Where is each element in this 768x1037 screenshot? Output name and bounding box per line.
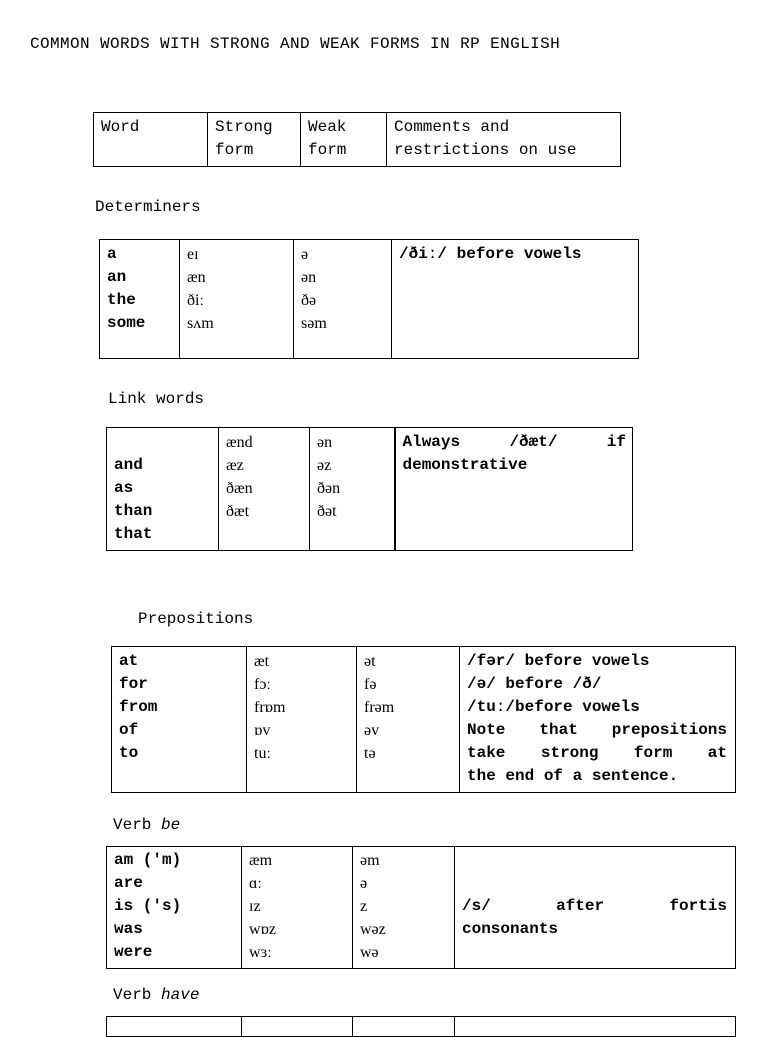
determiners-weak: ə ən ðə səm bbox=[294, 240, 392, 359]
determiners-words: a an the some bbox=[100, 240, 180, 359]
link-words-words: and as than that bbox=[107, 428, 219, 551]
link-words-comment: Always /ðæt/ if demonstrative bbox=[395, 428, 633, 551]
prepositions-table bbox=[111, 646, 736, 793]
verb-have-table bbox=[106, 1016, 736, 1037]
section-heading-verb-have: Verb have bbox=[113, 986, 200, 1004]
link-words-table bbox=[106, 427, 633, 551]
determiners-strong: eɪ æn ðiː sʌm bbox=[180, 240, 294, 359]
verb-have-words bbox=[107, 1017, 242, 1037]
header-word: Word bbox=[94, 113, 208, 167]
prepositions-weak: ət fə frəm əv tə bbox=[357, 647, 460, 793]
link-words-strong: ænd æz ðæn ðæt bbox=[219, 428, 310, 551]
header-comments: Comments and restrictions on use bbox=[387, 113, 621, 167]
verb-be-comment: /s/ after fortis consonants bbox=[455, 847, 736, 969]
prepositions-strong: æt fɔː frɒm ɒv tuː bbox=[247, 647, 357, 793]
verb-be-table bbox=[106, 846, 736, 969]
verb-be-words: am ('m) are is ('s) was were bbox=[107, 847, 242, 969]
section-heading-prepositions: Prepositions bbox=[138, 610, 254, 628]
verb-be-weak: əm ə z wəz wə bbox=[353, 847, 455, 969]
verb-be-strong: æm ɑː ɪz wɒz wɜː bbox=[242, 847, 353, 969]
prepositions-comments: /fər/ before vowels /ə/ before /ð/ /tuː/before vowels Note that prepositions take strong form at the end of a sentence. bbox=[460, 647, 736, 793]
section-heading-link-words: Link words bbox=[108, 390, 205, 408]
header-table bbox=[93, 112, 621, 167]
determiners-comment: /ðiː/ before vowels bbox=[392, 240, 639, 359]
header-strong-form: Strong form bbox=[208, 113, 301, 167]
prepositions-words: at for from of to bbox=[112, 647, 247, 793]
verb-have-comment bbox=[455, 1017, 736, 1037]
link-words-weak: ən əz ðən ðət bbox=[310, 428, 395, 551]
verb-have-weak bbox=[353, 1017, 455, 1037]
section-heading-verb-be: Verb be bbox=[113, 816, 181, 834]
verb-have-strong bbox=[242, 1017, 353, 1037]
header-weak-form: Weak form bbox=[301, 113, 387, 167]
document-title: COMMON WORDS WITH STRONG AND WEAK FORMS IN RP ENGLISH bbox=[30, 35, 561, 53]
section-heading-determiners: Determiners bbox=[95, 198, 201, 216]
determiners-table bbox=[99, 239, 639, 359]
